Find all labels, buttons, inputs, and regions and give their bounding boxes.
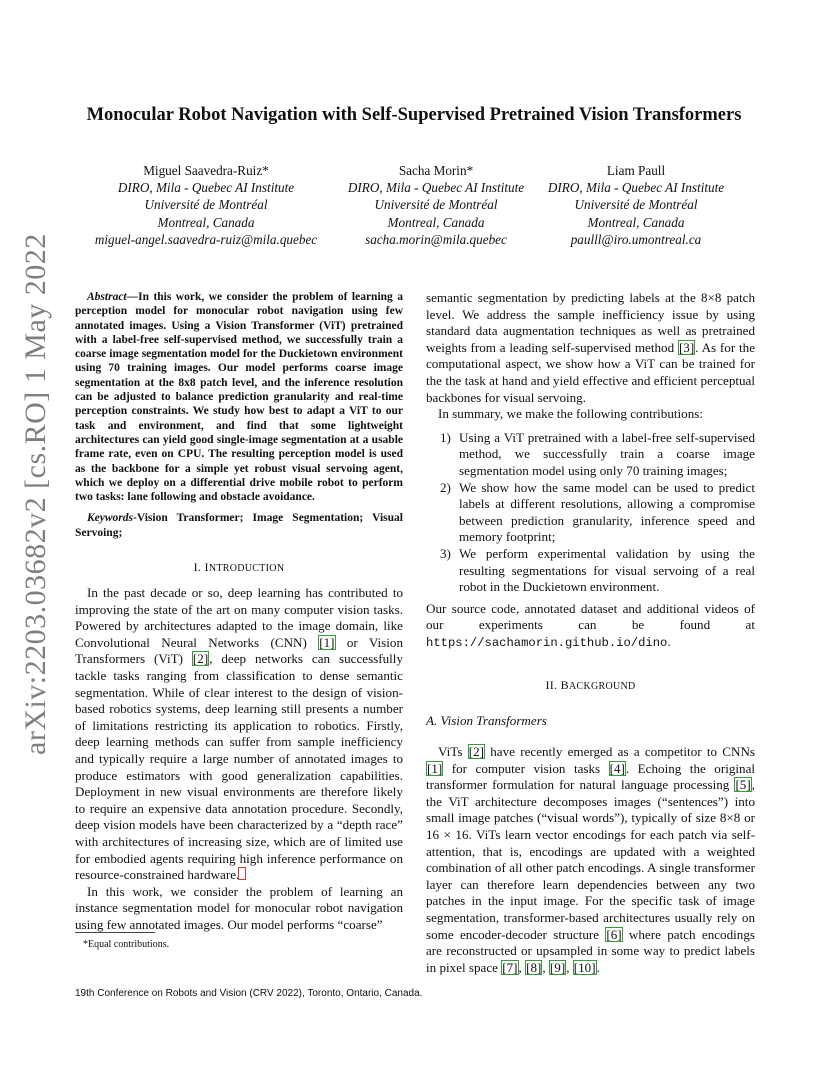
paper-title: Monocular Robot Navigation with Self-Supervised Pretrained Vision Transformers [86, 105, 742, 125]
conference-notice: 19th Conference on Robots and Vision (CRV 2022), Toronto, Ontario, Canada. [75, 988, 423, 999]
author-block-3 [540, 162, 732, 248]
contributions-intro: In summary, we make the following contributions: [438, 406, 703, 422]
footnote-equal-contribution: *Equal contributions. [83, 939, 170, 950]
author-affiliation: DIRO, Mila - Quebec AI Institute [117, 180, 295, 196]
section-heading-background: II. BACKGROUND [545, 678, 636, 693]
citation-link[interactable]: [1] [319, 634, 335, 650]
author-name: Sacha Morin* [398, 163, 474, 178]
project-url-link[interactable]: https://sachamorin.github.io/dino [426, 635, 668, 650]
right-paragraph-1: semantic segmentation by predicting labels at the 8×8 patch level. We address the sample inefficiency issue by using standard data augmentation techniques as well as pretrained weights from a leading self-supervised method [3]. As for the computational aspect, we show how a ViT can be trained for the the task at hand and yield effective and efficient perceptual backbones for visual servoing. [426, 290, 756, 405]
author-email: paulll@iro.umontreal.ca [570, 231, 702, 247]
citation-link[interactable]: [9] [549, 959, 566, 975]
footnote-link[interactable] [239, 868, 245, 879]
right-column [426, 290, 755, 976]
author-location: Montreal, Canada [157, 214, 255, 230]
subsection-heading-vision-transformers: A. Vision Transformers [426, 713, 547, 729]
author-name: Liam Paull [606, 163, 666, 178]
keywords [75, 511, 403, 540]
author-block-2 [338, 162, 534, 248]
vit-paragraph: ViTs [2] have recently emerged as a competitor to CNNs [1] for computer vision tasks [4]. Echoing the original transformer formulation for natural language processing [5], the ViT architecture decomposes images (“sentences”) into small image patches (“visual words”), typically of size 8×8 or 16 × 16. ViTs learn vector encodings for each patch via self-attention, that is, encodings are updated with a weighted combination of all other patch encodings. A single transformer layer can therefore learn dependencies between any two patches in the input image. For the specific task of image segmentation, transformer-based architectures usually rely on some encoder-decoder structure [6] where patch encodings are reconstructed or upsampled in some way to predict labels in pixel space [7], [8], [9], [10]. [426, 744, 756, 975]
author-university: Université de Montréal [144, 197, 268, 213]
intro-paragraph-1: In the past decade or so, deep learning has contributed to improving the state of the art on many computer vision tasks. Powered by architectures adapted to the image domain, like Convolutional Neural Networks (CNN) [1] or Vision Transformers (ViT) [2], deep networks can successfully tackle tasks ranging from classification to dense semantic segmentation. While of clear interest to the design of vision-based robotics systems, deep learning still presents a number of limitations restricting its application to robotics. Firstly, deep learning methods can suffer from sample inefficiency and typically require a large number of annotated images to produce estimators with good generalization capabilities. Deployment in new visual environments are therefore likely to require an expensive data annotation procedure. Secondly, deep vision models have been characterized by a “depth race” with architectures of increasing size, which are of limited use for embodied agents requiring high inference performance on resource-constrained hardware. [75, 585, 403, 883]
citation-link[interactable]: [8] [526, 959, 542, 975]
footnote-divider [75, 932, 155, 933]
intro-paragraph-2: In this work, we consider the problem of learning an instance segmentation model for monocular robot navigation using few annotated images. Our model performs “coarse” [75, 883, 403, 932]
citation-link[interactable]: [5] [735, 777, 751, 793]
abstract-text: —In this work, we consider the problem of learning a perception model for monocular robot navigation using few annotated images. Using a Vision Transformer (ViT) pretrained with a label-free self-supervised method, we successfully train a coarse image segmentation model for the Duckietown environment using 70 training images. Our model performs coarse image segmentation at the 8x8 patch level, and the inference resolution can be adjusted to balance prediction granularity and real-time perception constraints. We study how best to adapt a ViT to our task and environment, and find that some lightweight architectures can yield good single-image segmentation at a usable frame rate, even on CPU. The resulting perception model is used as the backbone for a simple yet robust visual servoing agent, which we deploy on a differential drive mobile robot to perform two tasks: lane following and obstacle avoidance. [75, 291, 403, 504]
keywords-text: -Vision Transformer; Image Segmentation; Visual Servoing; [75, 512, 403, 539]
author-affiliation: DIRO, Mila - Quebec AI Institute [347, 180, 525, 196]
left-column [75, 290, 403, 934]
author-block-1 [75, 162, 337, 248]
source-code-paragraph: Our source code, annotated dataset and additional videos of our experiments can be found at https://sachamorin.github.io/dino. [426, 600, 755, 650]
citation-link[interactable]: [10] [573, 959, 596, 975]
author-university: Université de Montréal [574, 197, 698, 213]
citation-link[interactable]: [2] [468, 744, 485, 760]
citation-link[interactable]: [4] [609, 760, 625, 776]
author-email: miguel-angel.saavedra-ruiz@mila.quebec [94, 231, 318, 247]
citation-link[interactable]: [1] [427, 760, 443, 776]
abstract-label: Abstract [87, 291, 127, 303]
author-affiliation: DIRO, Mila - Quebec AI Institute [547, 180, 725, 196]
citation-link[interactable]: [6] [606, 926, 622, 942]
author-name: Miguel Saavedra-Ruiz* [143, 163, 269, 178]
author-university: Université de Montréal [374, 197, 498, 213]
author-location: Montreal, Canada [387, 214, 485, 230]
keywords-label: Keywords [87, 512, 133, 525]
list-item: 3) We perform experimental validation by using the resulting segmentations for visual servoing of a real robot in the Duckietown environment. [440, 545, 755, 595]
author-email: sacha.morin@mila.quebec [365, 231, 507, 247]
abstract [75, 290, 403, 504]
arxiv-identifier-stamp: arXiv:2203.03682v2 [cs.RO] 1 May 2022 [19, 233, 52, 755]
list-item: 1) Using a ViT pretrained with a label-free self-supervised method, we successfully train a coarse image segmentation model using only 70 training images; [440, 429, 755, 478]
contributions-list [426, 430, 755, 596]
author-location: Montreal, Canada [587, 214, 685, 230]
citation-link[interactable]: [2] [192, 651, 209, 667]
section-heading-introduction: I. INTRODUCTION [193, 560, 285, 575]
citation-link[interactable]: [7] [502, 959, 518, 975]
list-item: 2) We show how the same model can be used to predict labels at different resolutions, allowing a compromise between prediction granularity, inference speed and memory footprint; [440, 479, 755, 545]
citation-link[interactable]: [3] [678, 339, 695, 355]
